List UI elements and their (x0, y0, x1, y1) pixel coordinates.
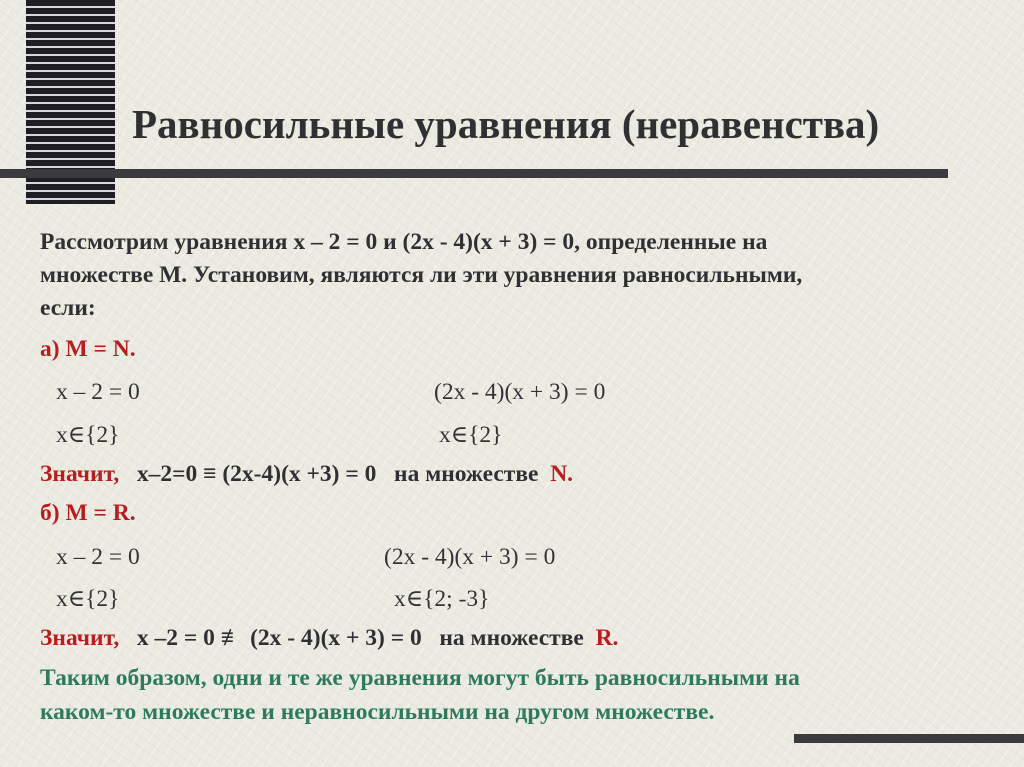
case-a-solution-left: x∈{2} (56, 422, 120, 448)
intro-line-2: множестве M. Установим, являются ли эти уравнения равносильными, (40, 262, 803, 288)
case-b-conclusion-expression: x –2 = 0 ≢ (2x - 4)(x + 3) = 0 (136, 625, 422, 651)
case-a-conclusion-word: Значит, (40, 461, 120, 487)
case-a-equation-left: x – 2 = 0 (56, 379, 140, 405)
case-b-conclusion-set: R. (595, 625, 619, 651)
case-a-equation-right: (2x - 4)(x + 3) = 0 (434, 379, 606, 405)
case-b-conclusion-tail: на множестве (439, 625, 584, 651)
case-b-conclusion (40, 625, 618, 652)
intro-line-1: Рассмотрим уравнения x – 2 = 0 и (2x - 4)(x + 3) = 0, определенные на (40, 229, 768, 255)
case-b-equation-right: (2x - 4)(x + 3) = 0 (384, 544, 556, 570)
summary-line-1: Таким образом, одни и те же уравнения могут быть равносильными на (40, 665, 800, 691)
case-b-solution-left: x∈{2} (56, 586, 120, 612)
slide-title: Равносильные уравнения (неравенства) (132, 101, 880, 147)
case-a-solution-right: x∈{2} (439, 422, 503, 448)
case-a-conclusion-set: N. (550, 461, 574, 487)
title-divider (0, 169, 948, 178)
case-b-heading: б) M = R. (40, 500, 136, 526)
bottom-divider (794, 734, 1024, 743)
case-a-conclusion (40, 461, 573, 488)
case-b-equation-left: x – 2 = 0 (56, 544, 140, 570)
intro-line-3: если: (40, 295, 96, 321)
case-b-solution-right: x∈{2; -3} (394, 586, 490, 612)
summary-line-2: каком-то множестве и неравносильными на другом множестве. (40, 699, 715, 725)
case-a-heading: а) M = N. (40, 336, 136, 362)
case-b-conclusion-word: Значит, (40, 625, 120, 651)
case-a-conclusion-expression: x–2=0 ≡ (2x-4)(x +3) = 0 (136, 461, 377, 487)
case-a-conclusion-tail: на множестве (394, 461, 539, 487)
